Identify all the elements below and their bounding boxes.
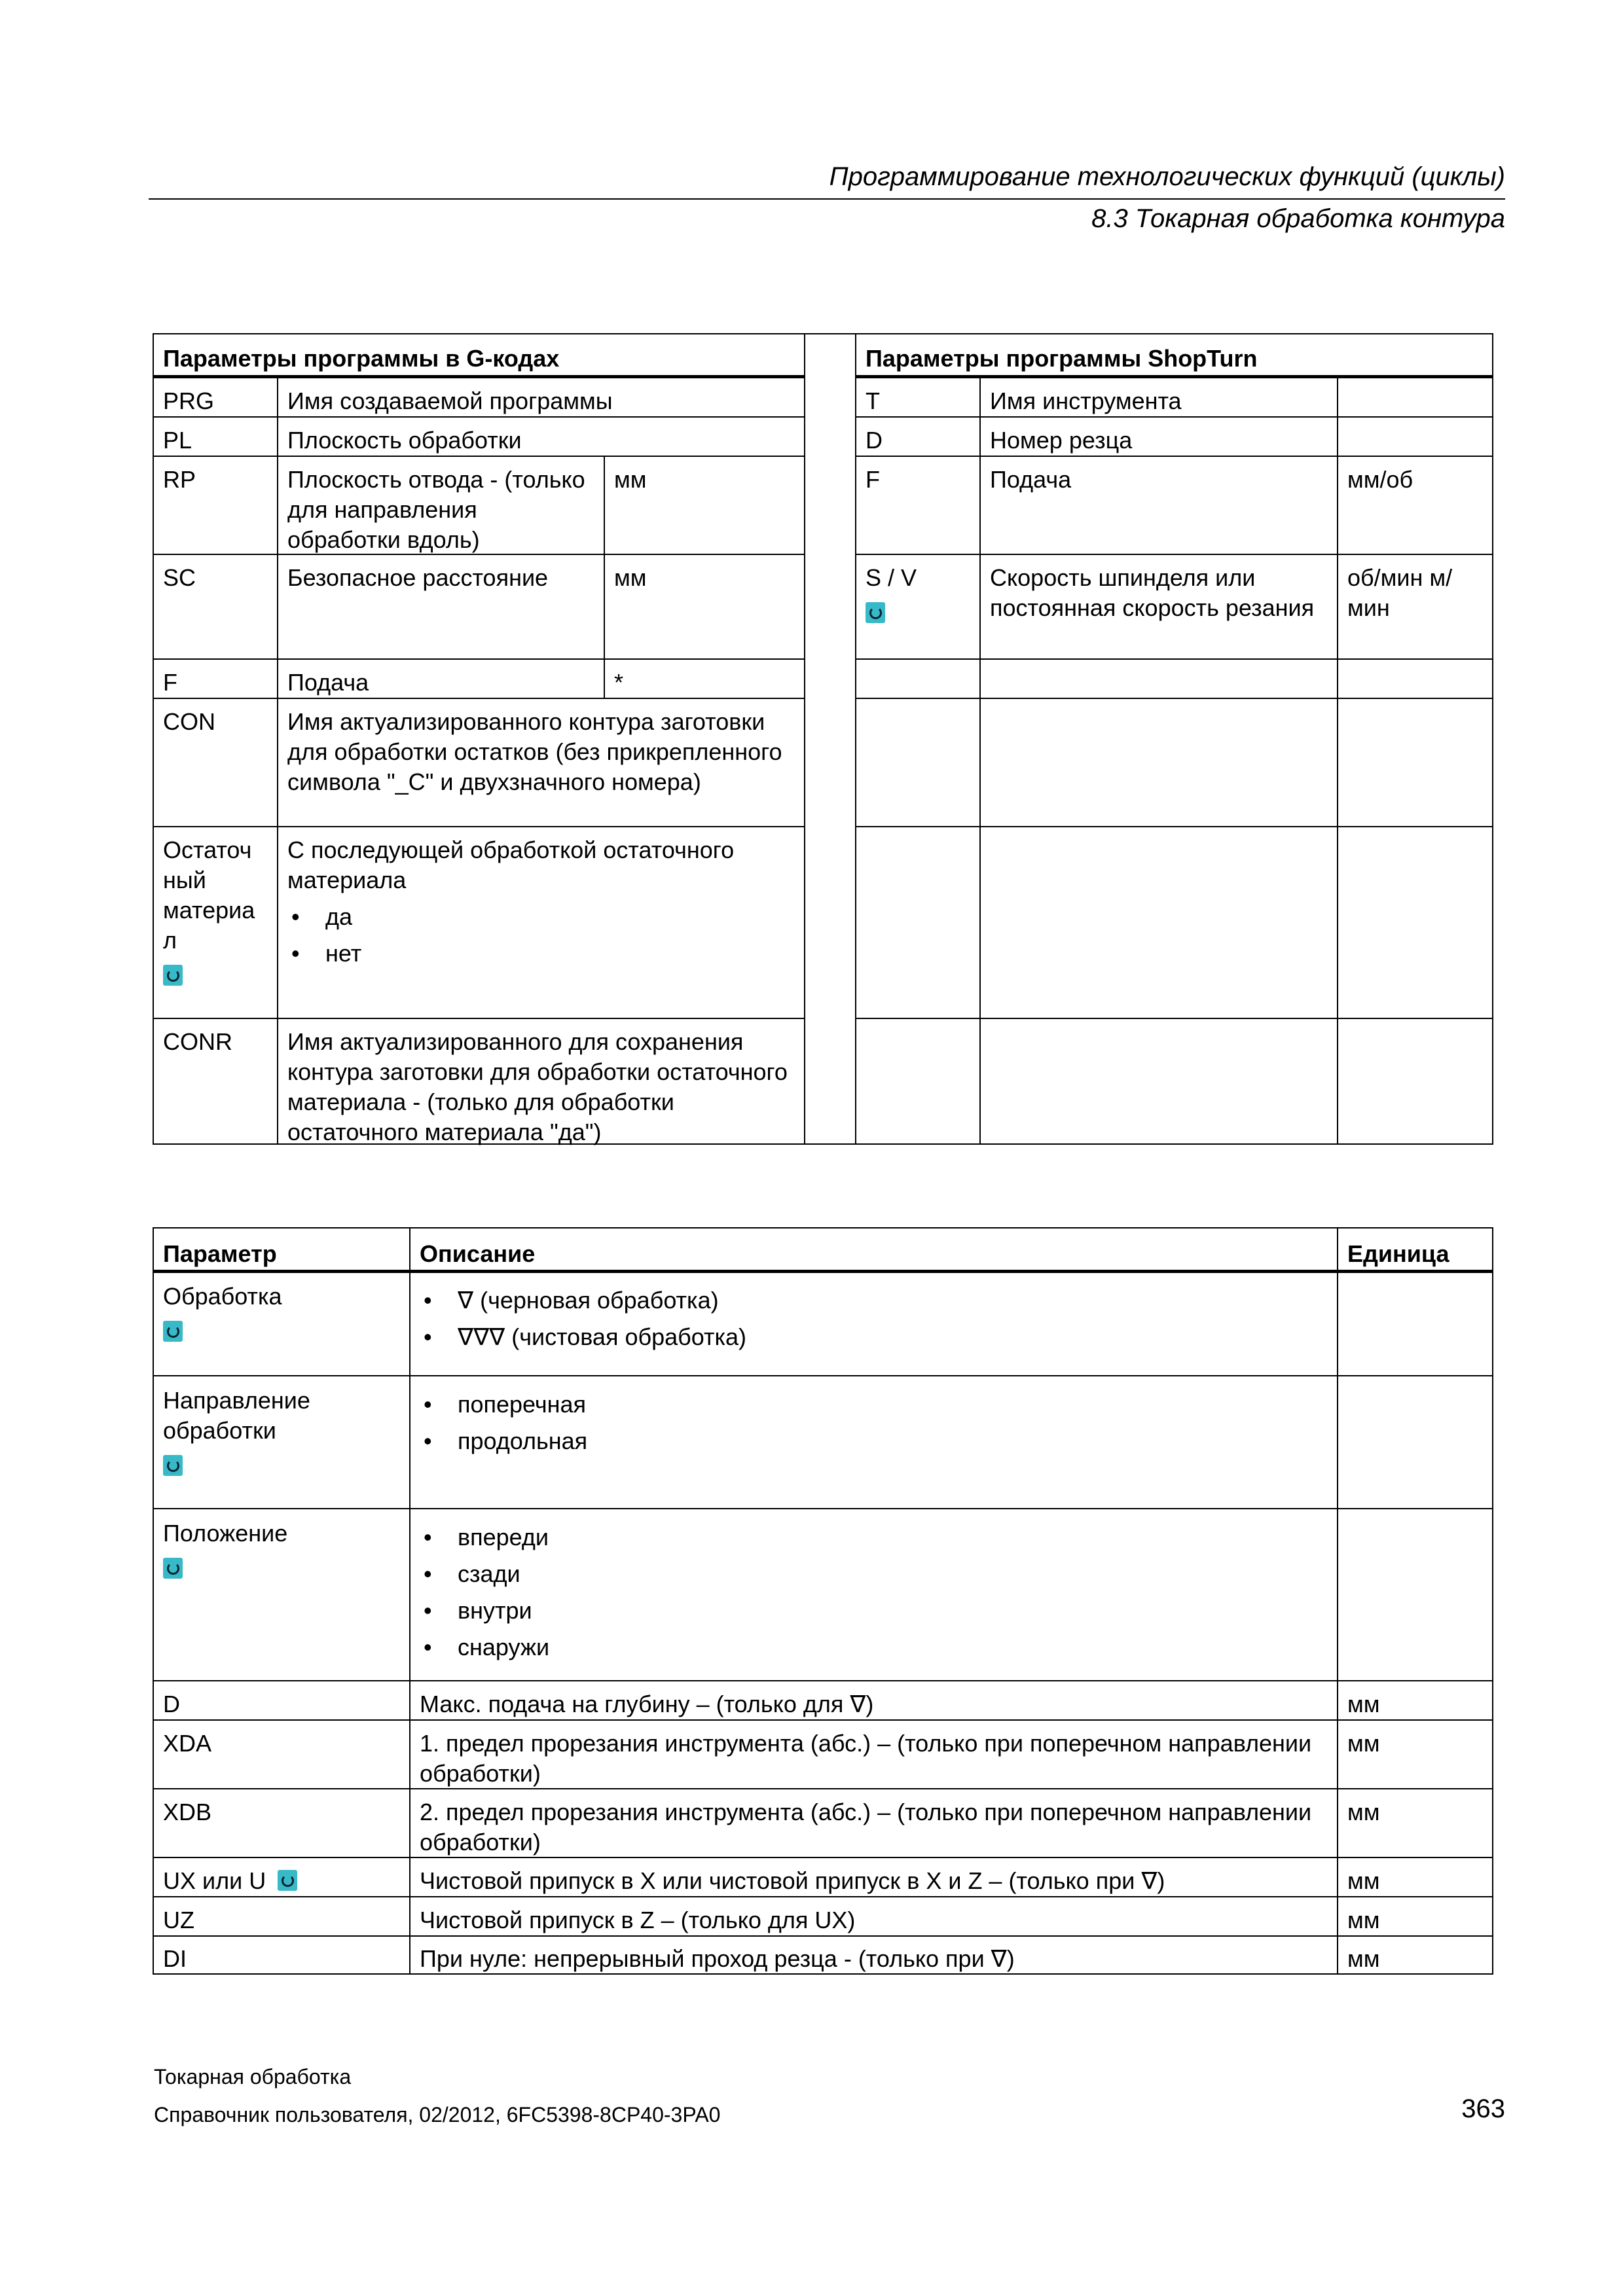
t1-border <box>855 416 1493 418</box>
t2-border <box>153 1270 1493 1273</box>
param-f-shopturn-unit: мм/об <box>1347 466 1413 493</box>
t2-border <box>153 1896 1493 1897</box>
option-front: • впереди <box>420 1522 1328 1552</box>
gcode-params-title: Параметры программы в G-кодах <box>163 345 560 372</box>
t1-border <box>153 456 805 457</box>
option-outside: • снаружи <box>420 1632 1328 1662</box>
t1-border <box>1492 333 1493 1145</box>
param-f-unit: * <box>614 669 624 696</box>
param-f-desc: Подача <box>287 669 369 696</box>
param-uz-unit: мм <box>1347 1907 1380 1933</box>
param-sv <box>856 556 979 623</box>
col-header-unit: Единица <box>1347 1240 1450 1267</box>
t2-border <box>153 1508 1493 1509</box>
param-t: T <box>866 387 880 414</box>
param-conr-desc: Имя актуализированного для сохранения контура заготовки для обработки остаточного материала - (только для обработки остаточного материала "да") <box>287 1028 788 1145</box>
col-header-desc: Описание <box>420 1240 536 1267</box>
option-yes: • да <box>287 902 793 932</box>
t1-border <box>855 826 1493 827</box>
option-no: • нет <box>287 939 793 969</box>
param-residual-material-desc <box>278 829 802 969</box>
param-d: D <box>163 1691 180 1717</box>
toggle-icon[interactable] <box>163 1455 183 1476</box>
param-xdb: XDB <box>163 1799 212 1825</box>
t1-border <box>855 375 1493 378</box>
page-number: 363 <box>1461 2094 1505 2123</box>
param-d-desc: Макс. подача на глубину – (только для ∇) <box>420 1691 874 1717</box>
param-di: DI <box>163 1945 187 1972</box>
t1-border <box>855 698 1493 699</box>
t1-border <box>855 554 1493 555</box>
param-pl-desc: Плоскость обработки <box>287 427 522 454</box>
param-xda-desc: 1. предел прорезания инструмента (абс.) – (только при поперечном направлении обработки) <box>420 1730 1312 1787</box>
chapter-title: Программирование технологических функций (циклы) <box>829 162 1505 191</box>
t1-border <box>153 375 805 378</box>
param-xdb-unit: мм <box>1347 1799 1380 1825</box>
section-title: 8.3 Токарная обработка контура <box>1091 204 1505 233</box>
param-sc: SC <box>163 564 196 591</box>
param-d-tool: D <box>866 427 883 454</box>
param-residual-material-label: Остаточ ный материа л <box>163 836 255 954</box>
param-f-shopturn-desc: Подача <box>990 466 1072 493</box>
t2-border <box>153 1227 1493 1229</box>
t2-border <box>153 1935 1493 1937</box>
t1-border <box>855 658 1493 660</box>
param-prg: PRG <box>163 387 215 414</box>
param-sc-desc: Безопасное расстояние <box>287 564 549 591</box>
param-t-desc: Имя инструмента <box>990 387 1182 414</box>
footer-manual: Справочник пользователя, 02/2012, 6FC5398-8CP40-3PA0 <box>154 2103 721 2126</box>
t1-border <box>153 826 805 827</box>
param-ux-desc: Чистовой припуск в X или чистовой припуск в X и Z – (только при ∇) <box>420 1867 1165 1894</box>
t1-border <box>153 658 805 660</box>
param-direction-label: Направление обработки <box>163 1387 310 1444</box>
t2-border <box>153 1375 1493 1376</box>
param-xda: XDA <box>163 1730 212 1757</box>
option-roughing: • ∇ (черновая обработка) <box>420 1285 1328 1316</box>
param-con-desc: Имя актуализированного контура заготовки для обработки остатков (без прикрепленного символа "_C" и двухзначного номера) <box>287 708 782 795</box>
param-xdb-desc: 2. предел прорезания инструмента (абс.) – (только при поперечном направлении обработки) <box>420 1799 1312 1856</box>
t2-border <box>1492 1227 1493 1975</box>
t1-border <box>855 456 1493 457</box>
param-prg-desc: Имя создаваемой программы <box>287 387 613 414</box>
param-d-tool-desc: Номер резца <box>990 427 1133 454</box>
param-direction-desc <box>410 1379 1337 1456</box>
t1-border <box>804 333 805 1145</box>
param-position-label: Положение <box>163 1520 288 1547</box>
param-uz: UZ <box>163 1907 194 1933</box>
param-xda-unit: мм <box>1347 1730 1380 1757</box>
t2-border <box>153 1680 1493 1681</box>
param-d-unit: мм <box>1347 1691 1380 1717</box>
option-inside: • внутри <box>420 1596 1328 1626</box>
param-ux <box>154 1859 409 1896</box>
t1-border <box>153 416 805 418</box>
option-finishing: • ∇∇∇ (чистовая обработка) <box>420 1322 1328 1352</box>
toggle-icon[interactable] <box>866 602 885 623</box>
param-f: F <box>163 669 177 696</box>
t1-border <box>153 333 1493 334</box>
t1-border <box>153 1018 805 1019</box>
param-sv-desc: Скорость шпинделя или постоянная скорость резания <box>990 564 1315 621</box>
param-di-desc: При нуле: непрерывный проход резца - (только при ∇) <box>420 1945 1015 1972</box>
param-sv-unit: об/мин м/мин <box>1347 564 1453 621</box>
param-machining-label: Обработка <box>163 1283 282 1310</box>
option-back: • сзади <box>420 1559 1328 1589</box>
param-direction <box>154 1379 409 1476</box>
param-position-desc <box>410 1512 1337 1662</box>
header-rule <box>149 198 1505 200</box>
param-uz-desc: Чистовой припуск в Z – (только для UX) <box>420 1907 856 1933</box>
param-residual-material <box>154 829 277 986</box>
param-sv-label: S / V <box>866 564 917 591</box>
param-pl: PL <box>163 427 192 454</box>
col-header-param: Параметр <box>163 1240 277 1267</box>
toggle-icon[interactable] <box>163 1321 183 1342</box>
t1-border <box>855 1018 1493 1019</box>
toggle-icon[interactable] <box>163 1558 183 1579</box>
param-rp-unit: мм <box>614 466 647 493</box>
toggle-icon[interactable] <box>163 965 183 986</box>
param-ux-unit: мм <box>1347 1867 1380 1894</box>
param-di-unit: мм <box>1347 1945 1380 1972</box>
param-rp-desc: Плоскость отвода - (только для направления обработки вдоль) <box>287 466 585 553</box>
param-ux-label: UX или U <box>163 1867 266 1894</box>
footer-product: Токарная обработка <box>154 2065 352 2089</box>
param-sc-unit: мм <box>614 564 647 591</box>
param-rp: RP <box>163 466 196 493</box>
toggle-icon[interactable] <box>278 1870 297 1891</box>
option-transverse: • поперечная <box>420 1390 1328 1420</box>
param-machining-desc <box>410 1275 1337 1352</box>
param-con: CON <box>163 708 215 735</box>
shopturn-params-title: Параметры программы ShopTurn <box>866 345 1258 372</box>
param-f-shopturn: F <box>866 466 880 493</box>
t2-border <box>153 1719 1493 1721</box>
param-residual-material-text: С последующей обработкой остаточного материала <box>287 836 735 893</box>
t1-border <box>153 698 805 699</box>
param-machining <box>154 1275 409 1342</box>
param-position <box>154 1512 409 1579</box>
option-longitudinal: • продольная <box>420 1426 1328 1456</box>
param-conr: CONR <box>163 1028 232 1055</box>
